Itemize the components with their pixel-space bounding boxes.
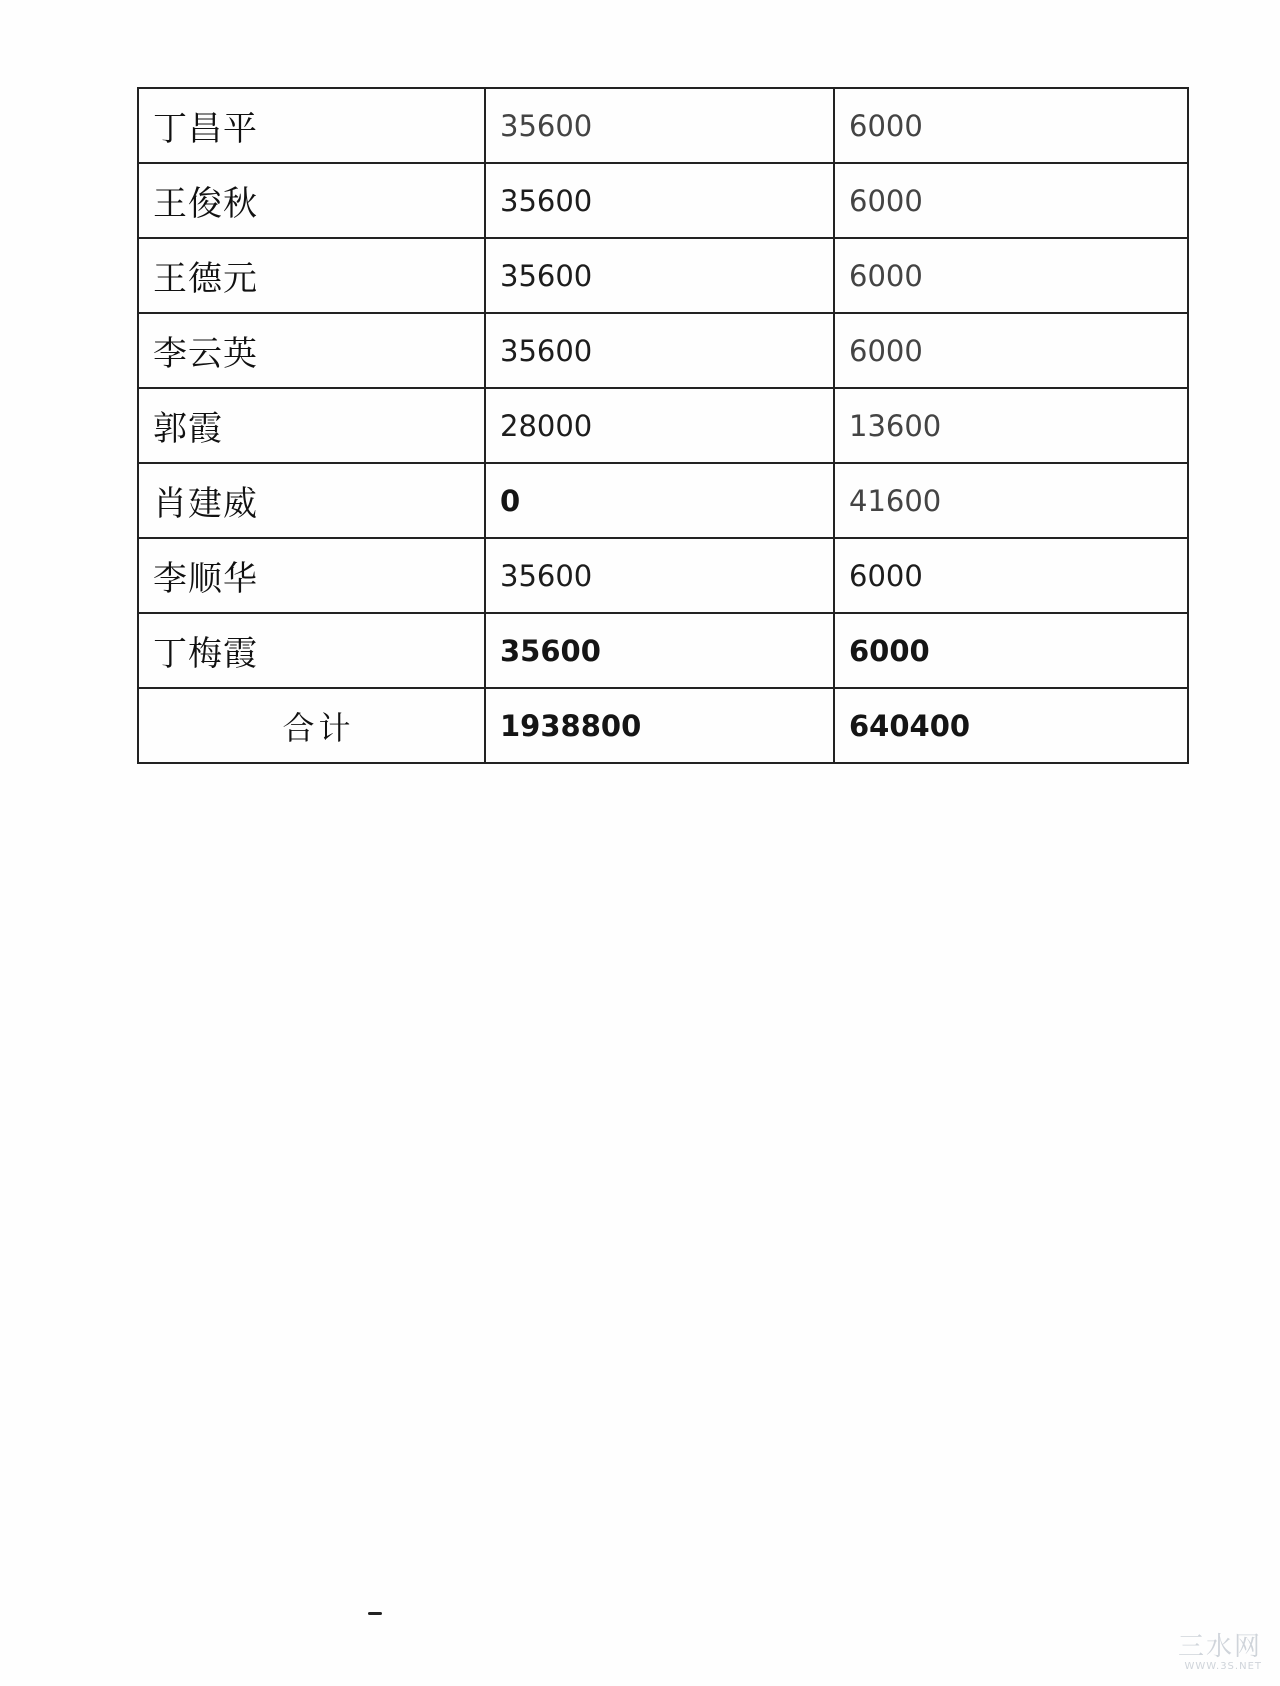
total-amount-b: 640400 (849, 708, 971, 743)
amount-a: 35600 (500, 558, 593, 593)
amount-table (137, 87, 1189, 764)
total-b-cell (834, 688, 1188, 763)
amount-a: 35600 (500, 258, 593, 293)
amount-a: 35600 (500, 108, 593, 143)
table-row (138, 613, 1188, 688)
amount-a-cell (485, 388, 834, 463)
amount-a-cell (485, 238, 834, 313)
total-amount-a: 1938800 (500, 708, 642, 743)
amount-b-cell (834, 88, 1188, 163)
site-watermark (1178, 1634, 1262, 1672)
amount-b: 6000 (849, 633, 930, 668)
person-name: 王德元 (153, 259, 258, 299)
person-name: 肖建威 (153, 484, 258, 524)
name-cell (138, 538, 485, 613)
name-cell (138, 238, 485, 313)
amount-a: 28000 (500, 408, 593, 443)
amount-a-cell (485, 163, 834, 238)
amount-a: 35600 (500, 633, 601, 668)
table-row (138, 463, 1188, 538)
amount-a-cell (485, 313, 834, 388)
person-name: 王俊秋 (153, 184, 258, 224)
person-name: 李云英 (153, 334, 258, 374)
person-name: 李顺华 (153, 559, 258, 599)
total-label-cell (138, 688, 485, 763)
person-name: 丁昌平 (153, 109, 258, 149)
name-cell (138, 313, 485, 388)
name-cell (138, 163, 485, 238)
amount-b: 6000 (849, 558, 923, 593)
table-row (138, 313, 1188, 388)
amount-b: 6000 (849, 183, 923, 218)
amount-a-cell (485, 613, 834, 688)
amount-a: 0 (500, 483, 521, 518)
table-row (138, 538, 1188, 613)
amount-b-cell (834, 163, 1188, 238)
amount-b: 6000 (849, 108, 923, 143)
amount-b-cell (834, 313, 1188, 388)
name-cell (138, 88, 485, 163)
amount-b: 6000 (849, 258, 923, 293)
stray-pen-mark (368, 1612, 382, 1615)
total-label: 合计 (282, 708, 355, 747)
person-name: 郭霞 (153, 409, 223, 449)
amount-b: 13600 (849, 408, 942, 443)
name-cell (138, 613, 485, 688)
name-cell (138, 388, 485, 463)
amount-a: 35600 (500, 333, 593, 368)
amount-b-cell (834, 388, 1188, 463)
watermark-main: 三水网 (1177, 1632, 1262, 1662)
table-row (138, 163, 1188, 238)
amount-b: 41600 (849, 483, 942, 518)
table-row (138, 388, 1188, 463)
amount-b-cell (834, 463, 1188, 538)
amount-a-cell (485, 88, 834, 163)
watermark-sub: WWW.3S.NET (1184, 1661, 1262, 1672)
amount-b-cell (834, 538, 1188, 613)
amount-a: 35600 (500, 183, 593, 218)
amount-a-cell (485, 463, 834, 538)
amount-a-cell (485, 538, 834, 613)
table-row (138, 238, 1188, 313)
total-row (138, 688, 1188, 763)
name-cell (138, 463, 485, 538)
amount-b: 6000 (849, 333, 923, 368)
amount-b-cell (834, 613, 1188, 688)
total-a-cell (485, 688, 834, 763)
amount-b-cell (834, 238, 1188, 313)
table-row (138, 88, 1188, 163)
person-name: 丁梅霞 (153, 634, 258, 674)
